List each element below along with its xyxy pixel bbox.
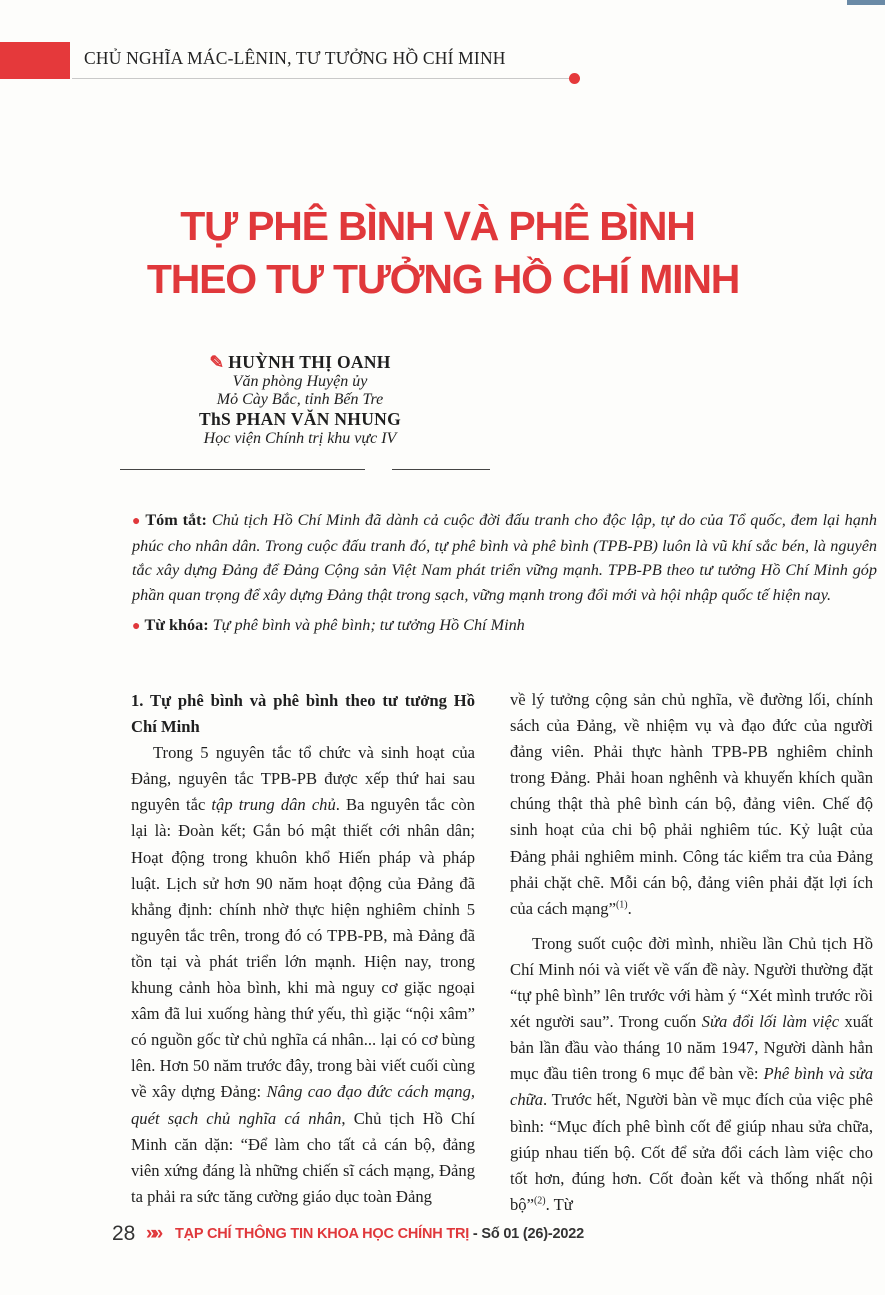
section-title: CHỦ NGHĨA MÁC-LÊNIN, TƯ TƯỞNG HỒ CHÍ MINH: [84, 48, 506, 68]
author-bullet-icon: ✎: [209, 352, 225, 372]
column-left: [131, 688, 475, 1210]
bullet-dot-icon: ●: [132, 618, 141, 634]
paragraph: về lý tưởng cộng sản chủ nghĩa, về đường lối, chính sách của Đảng, về nhiệm vụ và đạo đức của người đảng viên. Phải thực hành TPB-PB nghiêm chỉnh trong Đảng. Phải hoan nghênh và khuyến khích quần chúng thật thà phê bình cán bộ, đảng viên. Chế độ sinh hoạt của chi bộ phải nghiêm túc. Kỷ luật của Đảng phải nghiêm minh. Công tác kiểm tra của Đảng phải chặt chẽ. Mỗi cán bộ, đảng viên phải đặt lợi ích của cách mạng”$^{(1)}$.: [510, 690, 873, 918]
issue-number: - Số 01 (26)-2022: [469, 1226, 584, 1242]
page-footer: [112, 1222, 592, 1248]
divider-left: [120, 469, 365, 470]
paragraph: Trong suốt cuộc đời mình, nhiều lần Chủ tịch Hồ Chí Minh nói và viết về vấn đề này. Người thường đặt “tự phê bình” lên trước với hàm ý “Xét mình trước rồi xét người sau”. Trong cuốn Sửa đổi lối làm việc xuất bản lần đầu vào tháng 10 năm 1947, Người dành hẳn mục đầu tiên trong 6 mục để bàn về: Phê bình và sửa chữa. Trước hết, Người bàn về mục đích của việc phê bình: “Mục đích phê bình cốt để giúp nhau sửa chữa, giúp nhau tiến bộ. Cốt để sửa đổi cách làm việc cho tốt hơn, đúng hơn. Cốt đoàn kết và thống nhất nội bộ”$^{(2)}$. Từ: [510, 933, 874, 1214]
bullet-dot-icon: ●: [132, 514, 142, 529]
divider-right: [392, 469, 490, 470]
section-header: [72, 42, 572, 79]
corner-mark: [847, 0, 885, 5]
article-title-line-2: THEO TƯ TƯỞNG HỒ CHÍ MINH: [146, 256, 740, 302]
keywords: ● Từ khóa: Tự phê bình và phê bình; tư tưởng Hồ Chí Minh: [132, 615, 525, 634]
chevron-right-icon: »»: [146, 1223, 160, 1244]
journal-name: TẠP CHÍ THÔNG TIN KHOA HỌC CHÍNH TRỊ - Số 01 (26)-2022: [175, 1226, 584, 1242]
section-heading: 1. Tự phê bình và phê bình theo tư tưởng Hồ Chí Minh: [131, 691, 475, 737]
author-block: [100, 352, 500, 448]
header-dot: [569, 73, 580, 84]
author-affiliation: Mỏ Cày Bắc, tỉnh Bến Tre: [216, 391, 384, 408]
summary: ● Tóm tắt: Chủ tịch Hồ Chí Minh đã dành cả cuộc đời đấu tranh cho độc lập, tự do của Tổ quốc, đem lại hạnh phúc cho nhân dân. Trong cuộc đấu tranh đó, tự phê bình và phê bình (TPB-PB) luôn là vũ khí sắc bén, là nguyên tắc xây dựng Đảng để Đảng Cộng sản Việt Nam phát triển vững mạnh. TPB-PB theo tư tưởng Hồ Chí Minh góp phần quan trọng để xây dựng Đảng thật trong sạch, vững mạnh trong đổi mới và hội nhập quốc tế hiện nay.: [132, 511, 877, 604]
author-name: ThS PHAN VĂN NHUNG: [199, 409, 401, 429]
author-affiliation: Học viện Chính trị khu vực IV: [203, 430, 397, 447]
article-title-line-1: TỰ PHÊ BÌNH VÀ PHÊ BÌNH: [180, 203, 695, 249]
page-number: 28: [112, 1222, 136, 1245]
author-affiliation: Văn phòng Huyện ủy: [232, 373, 368, 390]
abstract: [132, 508, 877, 645]
column-right: [510, 687, 873, 1218]
paragraph: Trong 5 nguyên tắc tổ chức và sinh hoạt của Đảng, nguyên tắc TPB-PB được xếp thứ hai sau nguyên tắc tập trung dân chủ. Ba nguyên tắc còn lại là: Đoàn kết; Gắn bó mật thiết cới nhân dân; Hoạt động trong khuôn khổ Hiến pháp và pháp luật. Lịch sử hơn 90 năm hoạt động của Đảng đã khẳng định: chính nhờ thực hiện nghiêm chỉnh 5 nguyên tắc trên, trong đó có TPB-PB, mà Đảng đã tồn tại và phát triển lớn mạnh. Hiện nay, trong khung cảnh hòa bình, khi mà nguy cơ giặc ngoại xâm đã lui xuống hàng thứ yếu, thì giặc “nội xâm” có nguồn gốc từ chủ nghĩa cá nhân... lại có cơ bùng lên. Hơn 50 năm trước đây, trong bài viết cuối cùng về xây dựng Đảng: Nâng cao đạo đức cách mạng, quét sạch chủ nghĩa cá nhân, Chủ tịch Hồ Chí Minh căn dặn: “Để làm cho tất cả cán bộ, đảng viên xứng đáng là những chiến sĩ cách mạng, Đảng ta phải ra sức tăng cường giáo dục toàn Đảng: [131, 743, 476, 1206]
author-name: ✎ HUỲNH THỊ OANH: [209, 352, 391, 372]
section-tab-accent: [0, 42, 70, 79]
